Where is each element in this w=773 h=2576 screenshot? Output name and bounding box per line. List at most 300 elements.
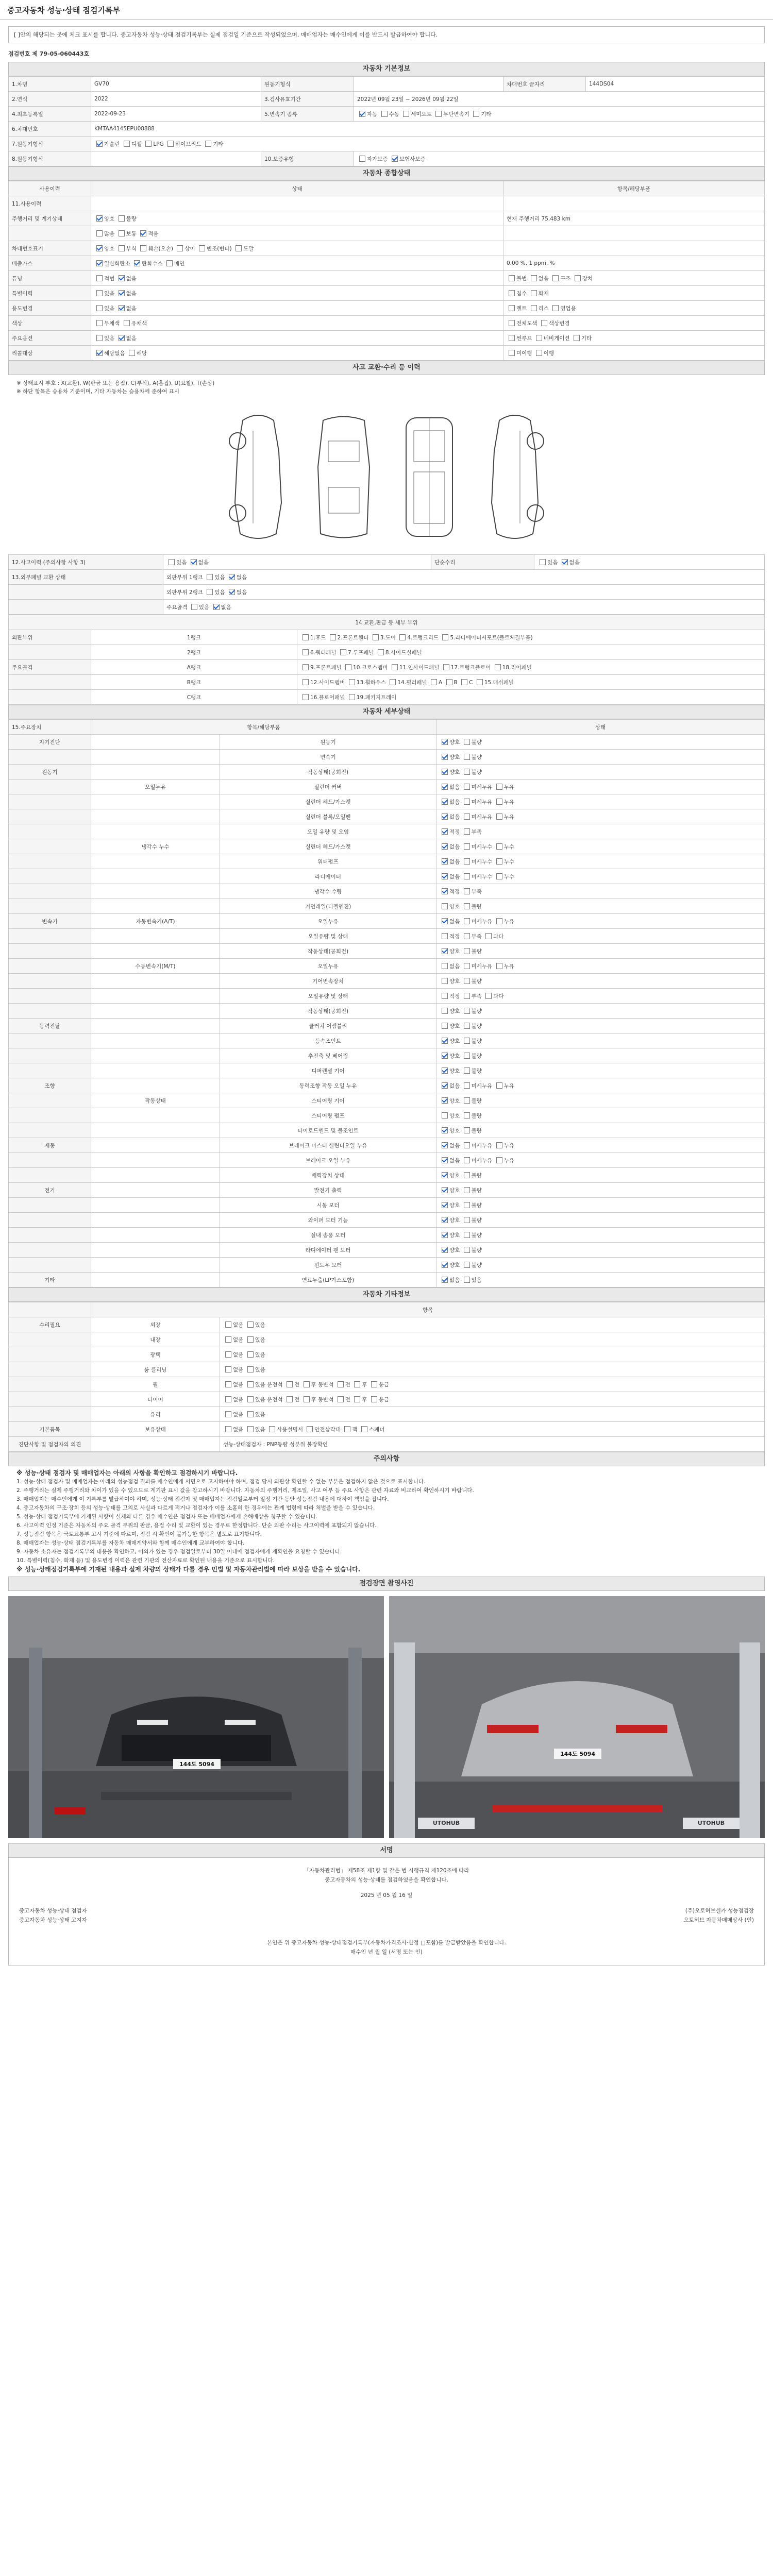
detail-state: 양호 불량 xyxy=(436,1048,765,1063)
checkbox[interactable] xyxy=(496,814,502,820)
checkbox[interactable] xyxy=(464,1187,470,1193)
other-col xyxy=(9,1302,91,1317)
checkbox[interactable] xyxy=(464,784,470,790)
checkbox[interactable] xyxy=(119,290,125,296)
checkbox[interactable] xyxy=(340,649,346,655)
basic-row xyxy=(9,77,765,92)
checkbox[interactable] xyxy=(191,604,197,610)
checkbox[interactable] xyxy=(442,799,448,805)
checkbox[interactable] xyxy=(207,589,213,595)
status-item: 렌트 리스 영업용 xyxy=(503,301,765,316)
photo-rear-image xyxy=(389,1596,765,1838)
checkbox[interactable] xyxy=(96,141,103,147)
checkbox[interactable] xyxy=(461,679,467,685)
checkbox[interactable] xyxy=(338,1381,344,1387)
checkbox[interactable] xyxy=(442,933,448,939)
checkbox[interactable] xyxy=(464,1008,470,1014)
checkbox[interactable] xyxy=(287,1381,293,1387)
checkbox[interactable] xyxy=(247,1411,254,1417)
checkbox[interactable] xyxy=(303,634,309,640)
checkbox[interactable] xyxy=(464,888,470,894)
basic-label: 6.차대번호 xyxy=(9,122,91,137)
detail-group xyxy=(9,1258,91,1273)
detail-item: 실린더 헤드/가스켓 xyxy=(220,794,436,809)
checkbox[interactable] xyxy=(390,679,396,685)
detail-item: 브레이크 오일 누유 xyxy=(220,1153,436,1168)
checkbox[interactable] xyxy=(496,1142,502,1148)
detail-state: 적정 부족 xyxy=(436,824,765,839)
checkbox[interactable] xyxy=(129,350,135,356)
checkbox[interactable] xyxy=(119,215,125,222)
checkbox[interactable] xyxy=(464,1262,470,1268)
checkbox[interactable] xyxy=(225,1336,231,1343)
checkbox[interactable] xyxy=(464,739,470,745)
checkbox[interactable] xyxy=(247,1381,254,1387)
checkbox[interactable] xyxy=(496,799,502,805)
accident-label: 12.사고이력 (주의사항 사항 3) xyxy=(9,555,163,570)
basic-value: 자가보증 보험사보증 xyxy=(354,151,765,166)
checkbox[interactable] xyxy=(464,1142,470,1148)
checkbox[interactable] xyxy=(442,903,448,909)
checkbox[interactable] xyxy=(169,559,175,565)
checkbox[interactable] xyxy=(207,574,213,580)
detail-item: 작동상태(공회전) xyxy=(220,1004,436,1019)
checkbox[interactable] xyxy=(96,290,103,296)
frame-group xyxy=(9,645,91,660)
checkbox[interactable] xyxy=(119,275,125,281)
checkbox[interactable] xyxy=(442,1277,448,1283)
sign-section xyxy=(8,1843,765,1858)
status-label: 11.사용이력 xyxy=(9,196,91,211)
checkbox[interactable] xyxy=(442,754,448,760)
detail-item: 워터펌프 xyxy=(220,854,436,869)
basic-value xyxy=(354,77,503,92)
checkbox[interactable] xyxy=(446,679,452,685)
detail-state: 양호 불량 xyxy=(436,1019,765,1033)
checkbox[interactable] xyxy=(496,873,502,879)
status-item: 불법 없음 구조 장치 xyxy=(503,271,765,286)
checkbox[interactable] xyxy=(96,245,103,251)
checkbox[interactable] xyxy=(371,1381,377,1387)
checkbox[interactable] xyxy=(442,634,448,640)
basic-label: 5.변속기 종류 xyxy=(261,107,354,122)
checkbox[interactable] xyxy=(540,559,546,565)
checkbox[interactable] xyxy=(464,918,470,924)
checkbox[interactable] xyxy=(496,1082,502,1089)
detail-header: 자동차 세부상태 xyxy=(8,705,765,719)
checkbox[interactable] xyxy=(177,245,183,251)
checkbox[interactable] xyxy=(229,574,235,580)
checkbox[interactable] xyxy=(225,1396,231,1402)
detail-state: 없음 미세누유 누유 xyxy=(436,914,765,929)
checkbox[interactable] xyxy=(496,843,502,850)
checkbox[interactable] xyxy=(344,1426,350,1432)
detail-sub: 수동변속기(M/T) xyxy=(91,959,220,974)
frame-items: 9.프론트패널 10.크로스멤버 11.인사이드패널 17.트렁크플로어 18.리어패널 xyxy=(297,660,765,675)
detail-row xyxy=(9,809,765,824)
checkbox[interactable] xyxy=(496,963,502,969)
checkbox[interactable] xyxy=(435,111,442,117)
checkbox[interactable] xyxy=(442,1157,448,1163)
checkbox[interactable] xyxy=(509,335,515,341)
checkbox[interactable] xyxy=(464,1172,470,1178)
checkbox[interactable] xyxy=(119,335,125,341)
checkbox[interactable] xyxy=(399,634,406,640)
checkbox[interactable] xyxy=(496,858,502,865)
checkbox[interactable] xyxy=(354,1396,360,1402)
checkbox[interactable] xyxy=(338,1396,344,1402)
checkbox[interactable] xyxy=(247,1426,254,1432)
checkbox[interactable] xyxy=(442,769,448,775)
checkbox[interactable] xyxy=(442,873,448,879)
accident-legend xyxy=(16,379,757,396)
checkbox[interactable] xyxy=(464,799,470,805)
checkbox[interactable] xyxy=(442,739,448,745)
detail-row xyxy=(9,1183,765,1198)
checkbox[interactable] xyxy=(477,679,483,685)
checkbox[interactable] xyxy=(124,320,130,326)
checkbox[interactable] xyxy=(464,814,470,820)
detail-row xyxy=(9,839,765,854)
checkbox[interactable] xyxy=(213,604,220,610)
status-state xyxy=(91,196,503,211)
other-item: 휠 xyxy=(91,1377,220,1392)
checkbox[interactable] xyxy=(442,1082,448,1089)
status-label: 특별이력 xyxy=(9,286,91,301)
sign-date: 2025 년 05 월 16 일 xyxy=(360,1892,413,1899)
checkbox[interactable] xyxy=(225,1366,231,1372)
detail-state: 양호 불량 xyxy=(436,1168,765,1183)
checkbox[interactable] xyxy=(442,1172,448,1178)
checkbox[interactable] xyxy=(464,1232,470,1238)
checkbox[interactable] xyxy=(442,858,448,865)
caution-item: 7. 성능점검 항목은 국토교통부 고시 기준에 따르며, 점검 시 확인이 불가능한 항목은 별도로 표기합니다. xyxy=(16,1531,262,1537)
doc-number: 점검번호 제 79-05-060443호 xyxy=(8,50,90,57)
checkbox[interactable] xyxy=(464,1097,470,1104)
checkbox[interactable] xyxy=(349,679,355,685)
checkbox[interactable] xyxy=(403,111,409,117)
checkbox[interactable] xyxy=(247,1321,254,1328)
checkbox[interactable] xyxy=(119,230,125,236)
checkbox[interactable] xyxy=(473,111,479,117)
detail-group: 제동 xyxy=(9,1138,91,1153)
status-label: 색상 xyxy=(9,316,91,331)
checkbox[interactable] xyxy=(119,305,125,311)
checkbox[interactable] xyxy=(536,335,542,341)
checkbox[interactable] xyxy=(552,305,559,311)
checkbox[interactable] xyxy=(552,275,559,281)
checkbox[interactable] xyxy=(287,1396,293,1402)
detail-row xyxy=(9,929,765,944)
checkbox[interactable] xyxy=(442,843,448,850)
other-item: 타이어 xyxy=(91,1392,220,1407)
detail-state: 양호 불량 xyxy=(436,735,765,750)
status-col: 사용이력 xyxy=(9,181,91,196)
checkbox[interactable] xyxy=(442,1008,448,1014)
detail-group xyxy=(9,1093,91,1108)
checkbox[interactable] xyxy=(140,245,146,251)
checkbox[interactable] xyxy=(124,141,130,147)
checkbox[interactable] xyxy=(574,335,580,341)
frame-rank: A랭크 xyxy=(91,660,297,675)
checkbox[interactable] xyxy=(443,664,449,670)
checkbox[interactable] xyxy=(247,1366,254,1372)
checkbox[interactable] xyxy=(330,634,336,640)
checkbox[interactable] xyxy=(442,784,448,790)
lift-brand-right: UTOHUB xyxy=(697,1820,725,1826)
checkbox[interactable] xyxy=(464,828,470,835)
detail-sub xyxy=(91,750,220,765)
checkbox[interactable] xyxy=(134,260,140,266)
detail-row xyxy=(9,1108,765,1123)
checkbox[interactable] xyxy=(464,933,470,939)
detail-top-state: 상태 xyxy=(436,720,765,735)
checkbox[interactable] xyxy=(303,664,309,670)
detail-sub xyxy=(91,735,220,750)
checkbox[interactable] xyxy=(247,1351,254,1358)
caution-item: 8. 매매업자는 성능·상태 점검기록부를 자동차 매매계약서와 함께 매수인에게 교부하여야 합니다. xyxy=(16,1540,245,1546)
checkbox[interactable] xyxy=(464,769,470,775)
checkbox[interactable] xyxy=(464,1202,470,1208)
checkbox[interactable] xyxy=(166,260,173,266)
checkbox[interactable] xyxy=(269,1426,275,1432)
notifier-name: 오토허브 자동차매매상사 (인) xyxy=(683,1917,754,1923)
detail-state: 양호 불량 xyxy=(436,750,765,765)
checkbox[interactable] xyxy=(442,963,448,969)
checkbox[interactable] xyxy=(496,1157,502,1163)
checkbox[interactable] xyxy=(562,559,568,565)
checkbox[interactable] xyxy=(509,305,515,311)
frame-header-row xyxy=(9,615,765,630)
checkbox[interactable] xyxy=(464,1277,470,1283)
checkbox[interactable] xyxy=(531,275,537,281)
caution-item: 1. 성능·상태 점검자 및 매매업자는 아래의 성능점검 결과를 매수인에게 서면으로 고지하여야 하며, 점검 당시 외관상 확인할 수 없는 부분은 점검하지 않은 것으로 표시합니다. xyxy=(16,1479,426,1485)
checkbox[interactable] xyxy=(167,141,174,147)
checkbox[interactable] xyxy=(442,978,448,984)
checkbox[interactable] xyxy=(442,888,448,894)
checkbox[interactable] xyxy=(442,1142,448,1148)
checkbox[interactable] xyxy=(96,335,103,341)
checkbox[interactable] xyxy=(464,858,470,865)
checkbox[interactable] xyxy=(536,350,542,356)
checkbox[interactable] xyxy=(442,993,448,999)
checkbox[interactable] xyxy=(531,290,537,296)
detail-group xyxy=(9,1213,91,1228)
detail-row xyxy=(9,1004,765,1019)
frame-items: 1.후드 2.프론트휀더 3.도어 4.트렁크리드 5.라디에이터서포트(볼트체결부품) xyxy=(297,630,765,645)
accident-table xyxy=(8,554,765,615)
detail-item: 배력장치 상태 xyxy=(220,1168,436,1183)
detail-row xyxy=(9,989,765,1004)
checkbox[interactable] xyxy=(442,1247,448,1253)
checkbox[interactable] xyxy=(96,320,103,326)
detail-group xyxy=(9,1153,91,1168)
detail-group xyxy=(9,839,91,854)
checkbox[interactable] xyxy=(531,305,537,311)
checkbox[interactable] xyxy=(464,1023,470,1029)
detail-group xyxy=(9,794,91,809)
checkbox[interactable] xyxy=(392,156,398,162)
checkbox[interactable] xyxy=(199,245,205,251)
checkbox[interactable] xyxy=(509,350,515,356)
other-section xyxy=(8,1287,765,1452)
checkbox[interactable] xyxy=(247,1336,254,1343)
basic-label: 4.최초등록일 xyxy=(9,107,91,122)
checkbox[interactable] xyxy=(464,903,470,909)
checkbox[interactable] xyxy=(464,1247,470,1253)
checkbox[interactable] xyxy=(464,1038,470,1044)
detail-row xyxy=(9,1243,765,1258)
checkbox[interactable] xyxy=(359,111,365,117)
checkbox[interactable] xyxy=(442,1067,448,1074)
checkbox[interactable] xyxy=(464,1112,470,1118)
checkbox[interactable] xyxy=(464,993,470,999)
checkbox[interactable] xyxy=(191,559,197,565)
checkbox[interactable] xyxy=(96,230,103,236)
checkbox[interactable] xyxy=(442,1097,448,1104)
checkbox[interactable] xyxy=(96,215,103,222)
checkbox[interactable] xyxy=(464,873,470,879)
checkbox[interactable] xyxy=(140,230,146,236)
checkbox[interactable] xyxy=(303,649,309,655)
checkbox[interactable] xyxy=(509,320,515,326)
detail-item: 기어변속장치 xyxy=(220,974,436,989)
checkbox[interactable] xyxy=(442,1187,448,1193)
checkbox[interactable] xyxy=(541,320,547,326)
detail-state: 양호 불량 xyxy=(436,1108,765,1123)
checkbox[interactable] xyxy=(303,694,309,700)
checkbox[interactable] xyxy=(304,1381,310,1387)
checkbox[interactable] xyxy=(575,275,581,281)
detail-state: 없음 미세누수 누수 xyxy=(436,854,765,869)
checkbox[interactable] xyxy=(303,679,309,685)
checkbox[interactable] xyxy=(431,679,437,685)
checkbox[interactable] xyxy=(442,918,448,924)
checkbox[interactable] xyxy=(378,649,384,655)
checkbox[interactable] xyxy=(442,1053,448,1059)
checkbox[interactable] xyxy=(225,1426,231,1432)
checkbox[interactable] xyxy=(464,754,470,760)
checkbox[interactable] xyxy=(361,1426,367,1432)
checkbox[interactable] xyxy=(304,1396,310,1402)
checkbox[interactable] xyxy=(464,1127,470,1133)
checkbox[interactable] xyxy=(464,1053,470,1059)
checkbox[interactable] xyxy=(225,1381,231,1387)
status-label: 배출가스 xyxy=(9,256,91,271)
checkbox[interactable] xyxy=(225,1351,231,1358)
checkbox[interactable] xyxy=(359,156,365,162)
notice-box: [ ]안의 해당되는 곳에 체크 표시를 합니다. 중고자동차 성능·상태 점검기록부는 실제 점검일 기준으로 작성되었으며, 매매업자는 매수인에게 이를 반드시 발급하여야 합니다. xyxy=(8,26,765,43)
checkbox[interactable] xyxy=(464,843,470,850)
checkbox[interactable] xyxy=(464,978,470,984)
checkbox[interactable] xyxy=(345,664,351,670)
checkbox[interactable] xyxy=(464,1082,470,1089)
frame-rank: 2랭크 xyxy=(91,645,297,660)
checkbox[interactable] xyxy=(373,634,379,640)
other-state: 없음 있음 xyxy=(220,1317,765,1332)
basic-value xyxy=(91,151,261,166)
checkbox[interactable] xyxy=(236,245,242,251)
basic-label: 차대번호 끝자리 xyxy=(503,77,586,92)
checkbox[interactable] xyxy=(225,1411,231,1417)
checkbox[interactable] xyxy=(442,1262,448,1268)
other-group xyxy=(9,1362,91,1377)
detail-group xyxy=(9,884,91,899)
checkbox[interactable] xyxy=(96,305,103,311)
status-label xyxy=(9,226,91,241)
notifier-label: 중고자동차 성능·상태 고지자 xyxy=(19,1917,87,1923)
checkbox[interactable] xyxy=(442,814,448,820)
checkbox[interactable] xyxy=(349,694,355,700)
checkbox[interactable] xyxy=(205,141,211,147)
checkbox[interactable] xyxy=(464,1217,470,1223)
checkbox[interactable] xyxy=(464,963,470,969)
checkbox[interactable] xyxy=(442,1202,448,1208)
checkbox[interactable] xyxy=(442,1112,448,1118)
checkbox[interactable] xyxy=(442,1217,448,1223)
detail-group xyxy=(9,1048,91,1063)
checkbox[interactable] xyxy=(464,1067,470,1074)
checkbox[interactable] xyxy=(464,1157,470,1163)
checkbox[interactable] xyxy=(442,1232,448,1238)
checkbox[interactable] xyxy=(495,664,501,670)
checkbox[interactable] xyxy=(229,589,235,595)
detail-item: 오일누유 xyxy=(220,959,436,974)
checkbox[interactable] xyxy=(247,1396,254,1402)
checkbox[interactable] xyxy=(442,948,448,954)
checkbox[interactable] xyxy=(371,1396,377,1402)
detail-group xyxy=(9,750,91,765)
checkbox[interactable] xyxy=(381,111,388,117)
detail-sub: 오일누유 xyxy=(91,779,220,794)
accident-row xyxy=(9,600,765,615)
checkbox[interactable] xyxy=(442,1038,448,1044)
checkbox[interactable] xyxy=(392,664,398,670)
checkbox[interactable] xyxy=(307,1426,313,1432)
checkbox[interactable] xyxy=(354,1381,360,1387)
detail-group: 변속기 xyxy=(9,914,91,929)
other-group: 수리필요 xyxy=(9,1317,91,1332)
checkbox[interactable] xyxy=(485,993,492,999)
checkbox[interactable] xyxy=(442,1023,448,1029)
caution-item: 5. 성능·상태 점검기록부에 기재된 사항이 실제와 다른 경우 매수인은 점검자 또는 매매업자에게 손해배상을 청구할 수 있습니다. xyxy=(16,1514,318,1520)
checkbox[interactable] xyxy=(225,1321,231,1328)
checkbox[interactable] xyxy=(96,350,103,356)
checkbox[interactable] xyxy=(96,275,103,281)
checkbox[interactable] xyxy=(145,141,152,147)
checkbox[interactable] xyxy=(496,918,502,924)
detail-row xyxy=(9,914,765,929)
detail-row xyxy=(9,899,765,914)
inspector-row xyxy=(19,1906,754,1916)
detail-item: 실린더 커버 xyxy=(220,779,436,794)
detail-sub xyxy=(91,854,220,869)
checkbox[interactable] xyxy=(442,828,448,835)
other-group: 기본품목 xyxy=(9,1422,91,1437)
basic-label: 3.검사유효기간 xyxy=(261,92,354,107)
checkbox[interactable] xyxy=(485,933,492,939)
checkbox[interactable] xyxy=(509,275,515,281)
checkbox[interactable] xyxy=(119,245,125,251)
detail-sub: 냉각수 누수 xyxy=(91,839,220,854)
detail-item: 추진축 및 베어링 xyxy=(220,1048,436,1063)
checkbox[interactable] xyxy=(96,260,103,266)
checkbox[interactable] xyxy=(509,290,515,296)
detail-sub xyxy=(91,1168,220,1183)
checkbox[interactable] xyxy=(442,1127,448,1133)
checkbox[interactable] xyxy=(496,784,502,790)
checkbox[interactable] xyxy=(464,948,470,954)
